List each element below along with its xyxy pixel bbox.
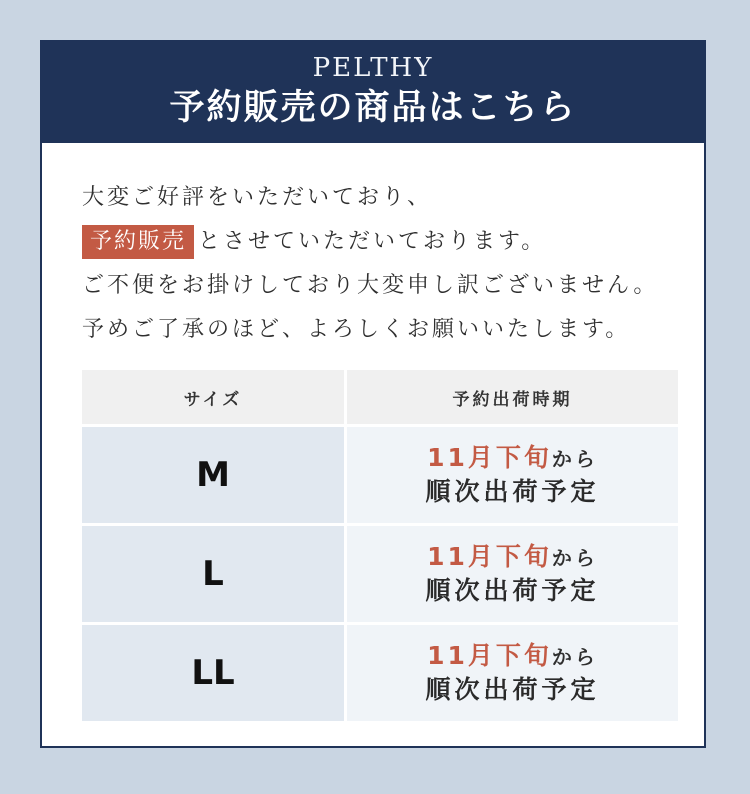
ship-suffix: から [551,545,598,570]
brand-name: PELTHY [312,53,434,83]
size-cell: M [82,424,347,523]
ship-cell [347,424,678,523]
header-title: 予約販売の商品はこちら [169,88,577,128]
size-cell: LL [82,622,347,721]
ship-date: 11月下旬 [427,541,552,571]
ship-date: 11月下旬 [427,442,552,472]
notice-line-1: 大変ご好評をいただいており、 [82,185,433,210]
card-header [42,42,704,143]
size-ship-table [82,370,678,721]
ship-note: 順次出荷予定 [425,476,600,506]
ship-note: 順次出荷予定 [425,674,600,704]
table-header-row [82,370,678,424]
table-row [82,424,678,523]
notice-text [82,176,658,352]
notice-line-3: ご不便をお掛けしており大変申し訳ございません。 [82,273,659,298]
notice-line-2 [82,220,658,264]
preorder-card [40,40,706,748]
ship-cell [347,523,678,622]
table-row [82,622,678,721]
size-cell: L [82,523,347,622]
column-header-ship: 予約出荷時期 [347,370,678,424]
table-row [82,523,678,622]
column-header-size: サイズ [82,370,347,424]
ship-date: 11月下旬 [427,640,552,670]
ship-note: 順次出荷予定 [425,575,600,605]
notice-line-2-text: とさせていただいております。 [198,229,547,254]
notice-line-4: 予めご了承のほど、よろしくお願いいたします。 [82,317,631,342]
preorder-badge: 予約販売 [82,225,194,259]
ship-suffix: から [551,644,598,669]
ship-suffix: から [551,446,598,471]
ship-cell [347,622,678,721]
